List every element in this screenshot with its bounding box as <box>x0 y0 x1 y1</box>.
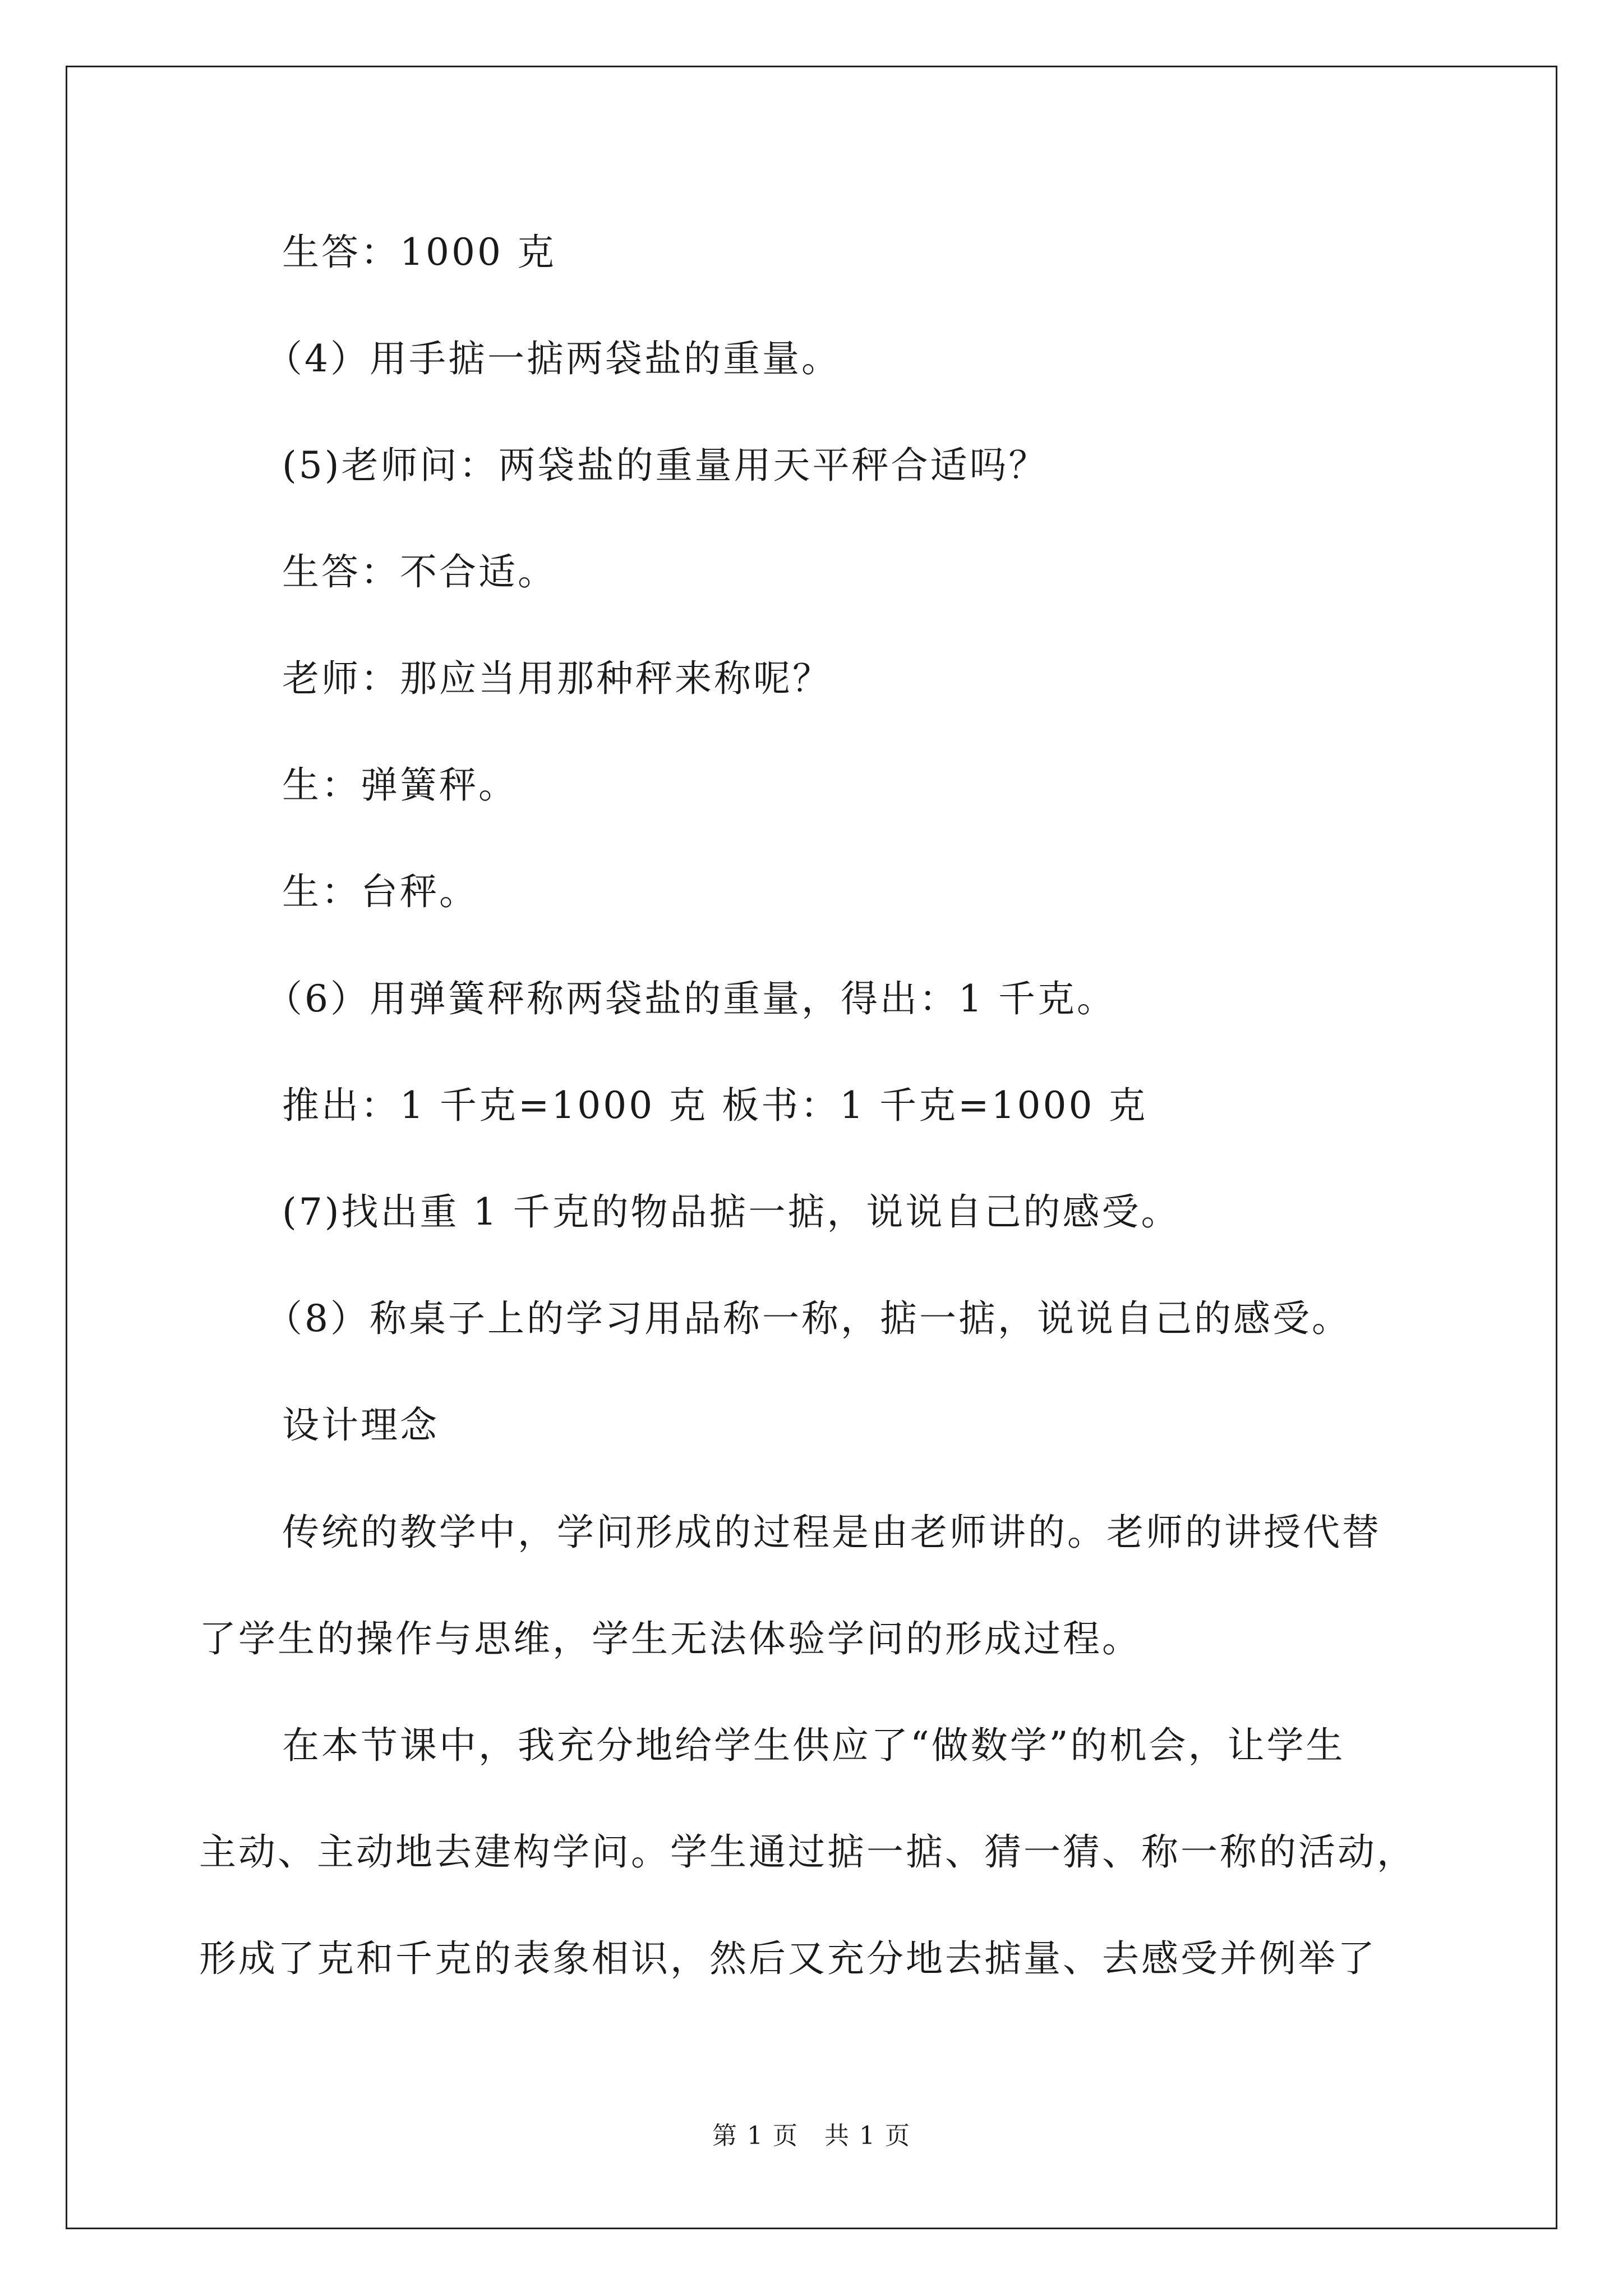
text-line-2: （4）用手掂一掂两袋盐的重量。 <box>265 337 841 380</box>
page-border <box>66 66 1557 2229</box>
text-line-7: 生：台秤。 <box>282 870 478 913</box>
text-line-9: 推出：1 千克=1000 克 板书：1 千克=1000 克 <box>282 1084 1148 1127</box>
text-line-3: (5)老师问：两袋盐的重量用天平秤合适吗？ <box>282 444 1048 487</box>
page-footer: 第 1 页 共 1 页 <box>712 2122 911 2150</box>
text-line-14: 了学生的操作与思维，学生无法体验学问的形成过程。 <box>199 1617 1141 1660</box>
text-line-13: 传统的教学中，学问形成的过程是由老师讲的。老师的讲授代替 <box>282 1511 1381 1554</box>
text-line-10: (7)找出重 1 千克的物品掂一掂，说说自己的感受。 <box>282 1190 1181 1234</box>
section-heading: 设计理念 <box>282 1404 439 1447</box>
text-line-5: 老师：那应当用那种秤来称呢？ <box>282 657 832 700</box>
text-line-4: 生答：不合适。 <box>282 550 557 593</box>
text-line-8: （6）用弹簧秤称两袋盐的重量，得出：1 千克。 <box>265 977 1116 1020</box>
text-line-1: 生答：1000 克 <box>282 231 556 274</box>
text-line-11: （8）称桌子上的学习用品称一称，掂一掂，说说自己的感受。 <box>265 1297 1351 1340</box>
text-line-16: 主动、主动地去建构学问。学生通过掂一掂、猜一猜、称一称的活动， <box>199 1830 1416 1874</box>
text-line-6: 生：弹簧秤。 <box>282 763 518 807</box>
text-line-15: 在本节课中，我充分地给学生供应了“做数学”的机会，让学生 <box>282 1724 1345 1767</box>
text-line-17: 形成了克和千克的表象相识，然后又充分地去掂量、去感受并例举了 <box>199 1937 1377 1980</box>
